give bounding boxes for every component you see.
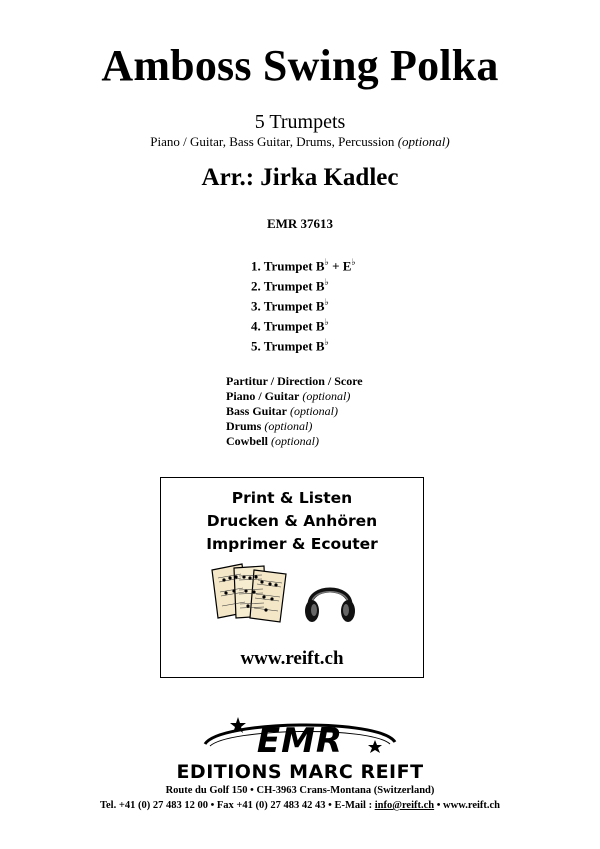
- arranger: Arr.: Jirka Kadlec: [201, 164, 399, 191]
- logo-wordmark: EDITIONS MARC REIFT: [176, 761, 424, 782]
- flat-sign: ♭: [324, 337, 329, 347]
- part-item: 5. Trumpet B♭: [251, 337, 329, 354]
- additional-parts: [226, 374, 363, 449]
- headphones-icon: [302, 575, 358, 625]
- extra-item: Cowbell (optional): [226, 434, 319, 448]
- flat-sign: ♭: [324, 317, 329, 327]
- flat-sign: ♭: [324, 257, 329, 267]
- logo-mark: EMR: [256, 721, 344, 761]
- flat-sign: ♭: [351, 257, 356, 267]
- part-item: 3. Trumpet B♭: [251, 297, 329, 314]
- extra-item: Drums (optional): [226, 419, 313, 433]
- parts-list: [251, 252, 356, 352]
- optional-note: (optional): [397, 134, 450, 149]
- publisher-address: Route du Golf 150 • CH-3963 Crans-Montana (Switzerland): [165, 785, 435, 796]
- email-link[interactable]: info@reift.ch: [374, 800, 435, 811]
- instrumentation-list: Piano / Guitar, Bass Guitar, Drums, Percussion: [150, 134, 395, 149]
- catalog-number: EMR 37613: [266, 216, 334, 231]
- star-icon: [368, 740, 382, 753]
- print-listen-fr: Imprimer & Ecouter: [206, 535, 378, 553]
- print-listen-box: [160, 477, 424, 678]
- print-listen-de: Drucken & Anhören: [206, 512, 378, 530]
- extra-item: Partitur / Direction / Score: [226, 374, 363, 388]
- website-url[interactable]: www.reift.ch: [240, 648, 344, 669]
- flat-sign: ♭: [324, 277, 329, 287]
- emr-logo: [150, 712, 450, 782]
- subtitle: 5 Trumpets: [254, 111, 346, 133]
- part-item: 2. Trumpet B♭: [251, 277, 329, 294]
- instrumentation: [0, 134, 600, 150]
- sheet-music-icon: [208, 562, 292, 624]
- extra-item: Bass Guitar (optional): [226, 404, 339, 418]
- print-listen-en: Print & Listen: [231, 489, 353, 507]
- part-item: 4. Trumpet B♭: [251, 317, 329, 334]
- publisher-contact: Tel. +41 (0) 27 483 12 00 • Fax +41 (0) 27 483 42 43 • E-Mail : info@reift.ch • www.reift.ch: [99, 800, 501, 811]
- extra-item: Piano / Guitar (optional): [226, 389, 351, 403]
- page-title: Amboss Swing Polka: [101, 41, 499, 90]
- flat-sign: ♭: [324, 297, 329, 307]
- part-item: 1. Trumpet B♭ + E♭: [251, 257, 356, 274]
